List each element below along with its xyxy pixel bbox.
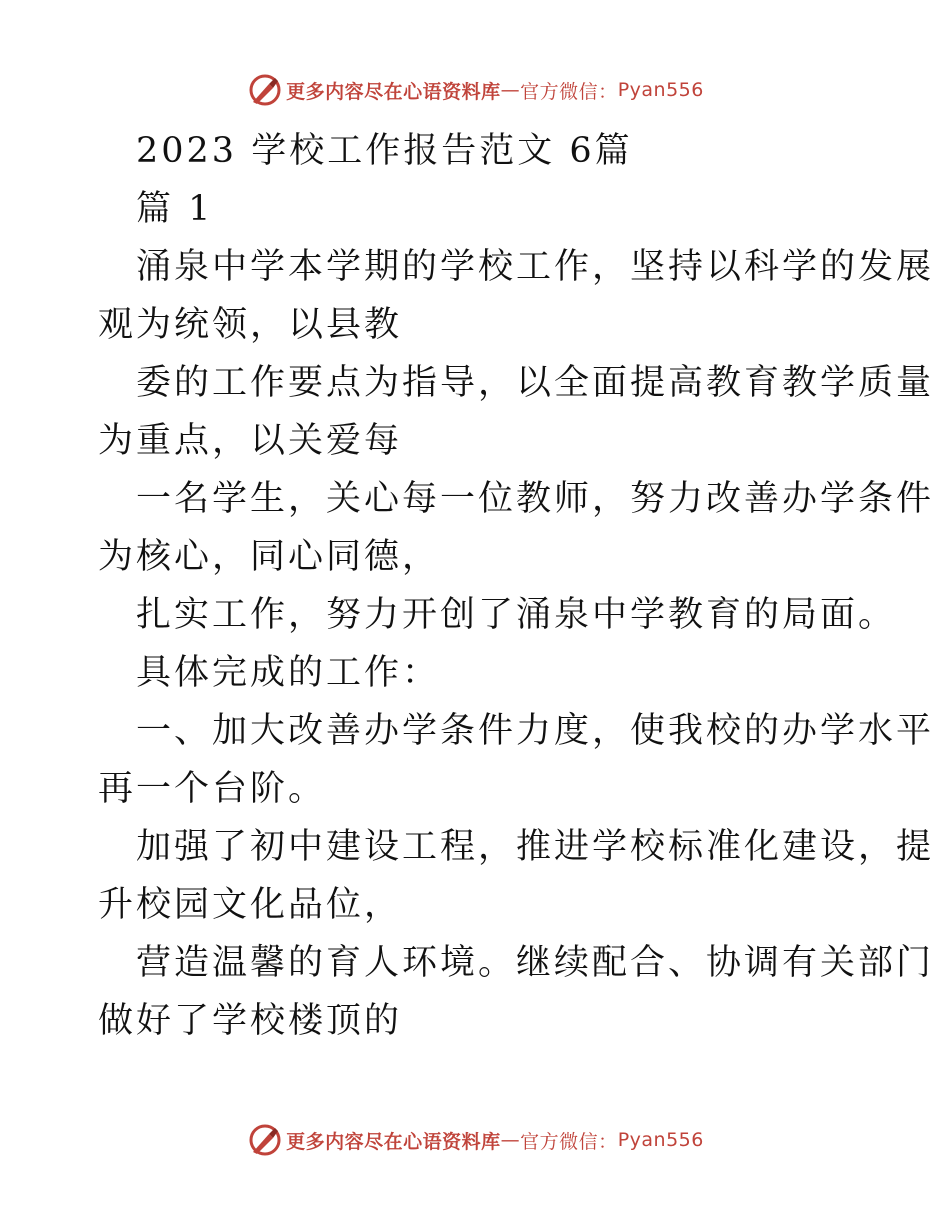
document-title: 2023 学校工作报告范文 6篇 [136,131,633,171]
text-line: 篇 1 [136,189,214,229]
text-line: 营造温馨的育人环境。继续配合、协调有关部门 [136,943,935,983]
watermark-wechat-id: Pyan556 [617,1129,704,1151]
text-line: 扎实工作，努力开创了涌泉中学教育的局面。 [136,595,897,635]
text-line: 再一个台阶。 [98,769,327,809]
document-body [98,122,935,1050]
header-watermark [0,68,950,112]
text-line: 做好了学校楼顶的 [98,1001,403,1041]
text-line: 一、加大改善办学条件力度，使我校的办学水平 [136,711,935,751]
text-line: 为核心，同心同德， [98,537,441,577]
text-line: 加强了初中建设工程，推进学校标准化建设，提 [136,827,935,867]
pen-circle-logo-icon [246,1121,284,1159]
text-line: 一名学生，关心每一位教师，努力改善办学条件 [136,479,935,519]
watermark-brand: 更多内容尽在心语资料库 [286,80,501,103]
text-line: 升校园文化品位， [98,885,403,925]
text-line: 为重点，以关爱每 [98,421,403,461]
watermark-dash: — [500,79,521,101]
text-line: 涌泉中学本学期的学校工作，坚持以科学的发展 [136,247,935,287]
watermark-brand: 更多内容尽在心语资料库 [286,1130,501,1153]
text-line: 委的工作要点为指导，以全面提高教育教学质量 [136,363,935,403]
watermark-label: 官方微信： [520,1130,618,1153]
text-line: 观为统领，以县教 [98,305,403,345]
footer-watermark [0,1118,950,1162]
watermark-wechat-id: Pyan556 [617,79,704,101]
text-line: 具体完成的工作： [136,653,441,693]
watermark-label: 官方微信： [520,80,618,103]
watermark-dash: — [500,1129,521,1151]
pen-circle-logo-icon [246,71,284,109]
